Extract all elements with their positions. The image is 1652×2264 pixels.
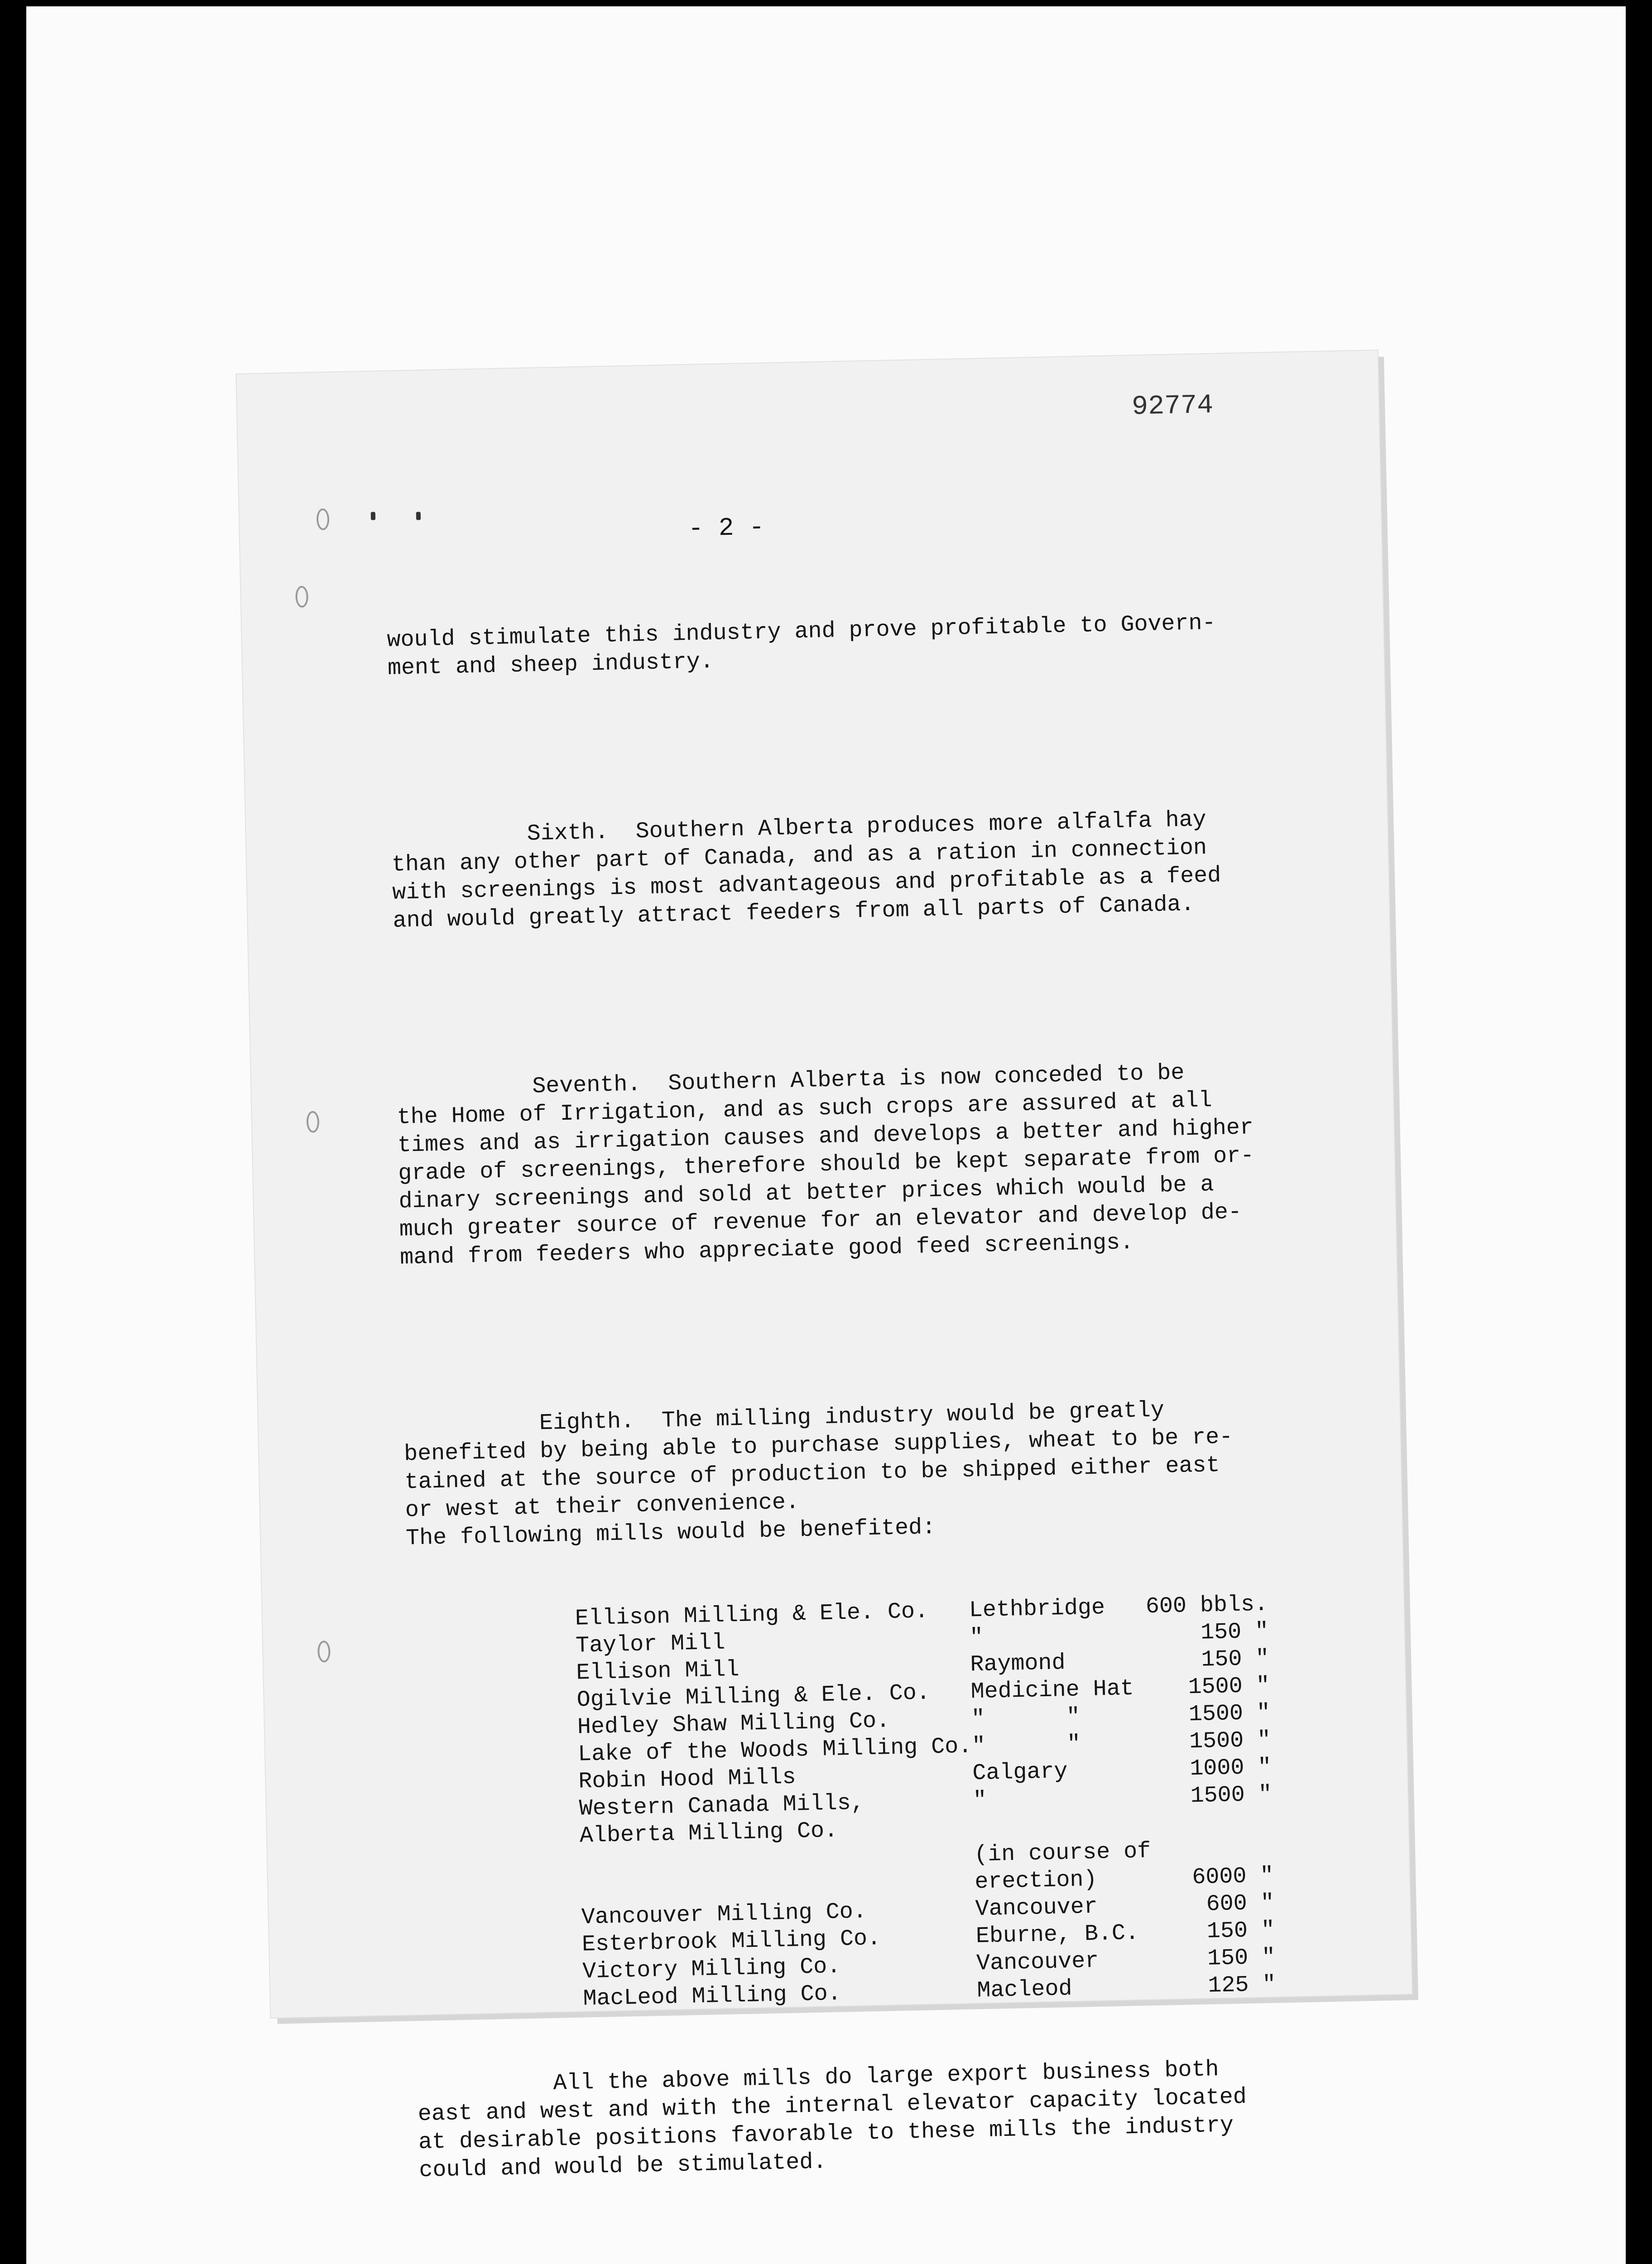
mill-location-cell: Vancouver (975, 1894, 1098, 1923)
tick-mark (416, 512, 421, 520)
mill-location-cell: " (969, 1624, 984, 1651)
mill-name-cell: Alberta Milling Co. (579, 1818, 838, 1849)
mill-name-cell: Robin Hood Mills (578, 1764, 797, 1795)
mill-capacity-cell: 1500 " (1188, 1673, 1270, 1701)
tick-mark (371, 512, 375, 520)
paragraph-after-mills: All the above mills do large export business both east and west and with the internal elevator capacity located at desirable positions favorable to these mills the industry could and would be stimulated. (417, 2057, 1247, 2184)
mill-capacity-cell: 1500 " (1188, 1700, 1271, 1728)
mill-name-cell: Victory Milling Co. (582, 1953, 841, 1985)
document-page (236, 350, 1412, 2184)
mill-capacity-cell: 600 bbls. (1145, 1591, 1268, 1620)
mill-capacity-cell: 1500 " (1190, 1781, 1273, 1809)
paragraph-sixth: Sixth. Southern Alberta produces more alfalfa hay than any other part of Canada, and as a ration in connection with screenings is most advantageous and profitable as a feed and would greatly attract feeders from all parts of Canada. (391, 807, 1221, 934)
mill-location-cell: " " (971, 1704, 1081, 1732)
mill-name-cell: Lake of the Woods Milling Co. (577, 1733, 972, 1768)
mill-capacity-cell: 125 " (1207, 1971, 1277, 1999)
mill-name-cell: Hedley Shaw Milling Co. (577, 1708, 890, 1741)
mill-capacity-cell (1151, 1836, 1273, 1866)
mills-table (575, 1591, 1276, 2013)
mill-name-cell: Ellison Milling & Ele. Co. (575, 1598, 929, 1632)
mill-name-cell: Ogilvie Milling & Ele. Co. (576, 1680, 931, 1713)
mill-capacity-cell: 1000 " (1189, 1754, 1272, 1782)
mill-capacity-cell: 6000 " (1191, 1863, 1274, 1891)
mill-location-cell: erection) (974, 1866, 1098, 1895)
punch-hole (306, 1111, 319, 1133)
mill-name-cell: Vancouver Milling Co. (581, 1899, 867, 1931)
paragraph-intro: would stimulate this industry and prove profitable to Govern- ment and sheep industry. (387, 610, 1216, 681)
mill-location-cell: Raymond (970, 1650, 1066, 1678)
mill-capacity-cell: 600 " (1206, 1890, 1275, 1918)
mill-capacity-cell: 150 " (1206, 1917, 1275, 1945)
mill-capacity-cell (1150, 1808, 1273, 1838)
mill-name-cell: Taylor Mill (575, 1630, 725, 1659)
mill-name-cell: Esterbrook Milling Co. (581, 1925, 881, 1958)
mill-location-cell: Calgary (972, 1759, 1068, 1787)
mill-capacity-cell: 150 " (1207, 1944, 1276, 1972)
punch-hole (295, 586, 308, 608)
punch-hole (317, 508, 330, 531)
mill-location-cell: " " (971, 1731, 1081, 1760)
mill-location-cell: Lethbridge (969, 1595, 1105, 1624)
mill-capacity-cell: 150 " (1200, 1618, 1269, 1646)
mill-location-cell: Eburne, B.C. (975, 1920, 1139, 1950)
paragraph-eighth: Eighth. The milling industry would be greatly benefited by being able to purchase supplies, wheat to be re- tained at the source of production to be shipped either east or west at their convenience. The following mills would be benefited: (403, 1397, 1233, 1552)
mill-capacity-cell: 1500 " (1189, 1727, 1271, 1755)
paragraph-seventh: Seventh. Southern Alberta is now conceded to be the Home of Irrigation, and as such crops are assured at all times and as irrigation causes and develops a better and higher grade of screenings, therefore should be kept separate from or- dinary screenings and sold at better prices which would be a much greater source of revenue for an elevator and develop de- mand from feeders who appreciate good feed screenings. (396, 1060, 1254, 1271)
letter-body (385, 552, 1326, 2264)
punch-hole (317, 1640, 331, 1663)
mill-location-cell: " (973, 1787, 987, 1814)
mill-name-cell: Ellison Mill (576, 1657, 740, 1686)
mill-location-cell: Macleod (976, 1976, 1073, 2004)
mill-name-cell: MacLeod Milling Co. (582, 1981, 842, 2012)
mill-location-cell: (in course of (974, 1838, 1151, 1868)
document-number: 92774 (1131, 390, 1214, 423)
page-number: - 2 - (687, 513, 765, 543)
mill-location-cell: Vancouver (976, 1948, 1099, 1977)
mill-capacity-cell: 150 " (1201, 1645, 1270, 1673)
mill-location-cell (973, 1811, 1150, 1842)
mill-name-cell: Western Canada Mills, (579, 1790, 865, 1822)
mill-location-cell: Medicine Hat (970, 1675, 1134, 1705)
